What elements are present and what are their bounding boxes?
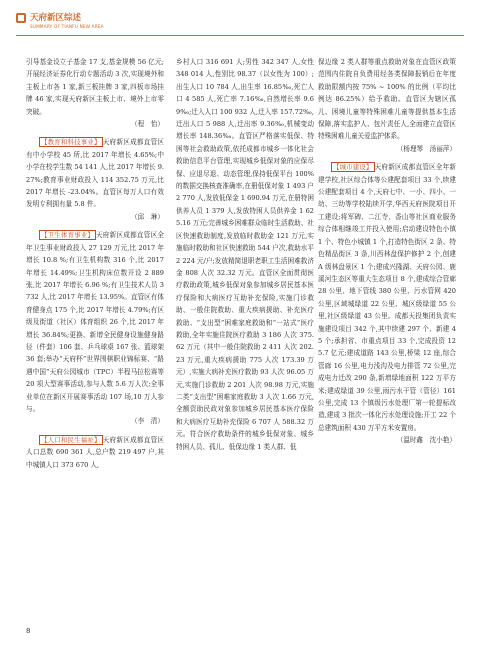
section-text-health: 天府新区成都直管区全年卫生事业财政投入 27 129 万元,比 2017 年增长 10.8 %;有卫生机构数 316 个,比 2017 年增长 14.49%;卫生机构床位数开设 2 889 张,比 2017 年增长 6.96 %;有卫生技术人员 3 732 人,比 2017 年增长 13.95%。直管区有体育健身点 175 个,比 2017 年增长 4.79%;有区级及街道（社区）体育组织 26 个,比 2017 年增长 36.84%;更换、新增全民健身设施健身路径（件套）106 套、乒乓球桌 167 张、篮球架 36 套;举办“天府杯”世界围棋职业锦标赛、“路遇中国”天府公园城市（TPC）半程马拉松赛等 20 项大型赛事活动,参与人数 5.6 万人次;全事业单位在新区开展赛事活动 107 场,10 万人参与。: [26, 231, 164, 413]
paragraph-fund: 引导基金设立子基金 17 支,基金规模 56 亿元;开展经济证券化行动专题活动 3 次,实现境外和主板上市各 1 家,新三板挂牌 3 家,四板市场挂牌 46 家,实现天府新区主板上市、境外上市零突破。: [26, 58, 164, 116]
paragraph-welfare-continued: 保边缘 2 类人群等重点救助对象在直管区政策范围内住院自负费用经各类保障报销后在年度救助限额内按 75% ~ 100% 的比例（平均比例达 86.25%）给予救助。直管区为辖区孤儿、困境儿童等特殊困难儿童等提供基本生活保障,落实监护人、包片责任人,全面建立直管区特殊困难儿童关爱监护体系。: [318, 58, 456, 141]
author-signature: （温时鑫 沈小艳）: [396, 436, 456, 445]
author-signature: （邱 琳）: [131, 212, 164, 221]
section-text-population: 天府新区成都直管区人口总数 690 361 人,总户数 219 497 户,其中城镇人口 373 670 人,: [26, 435, 164, 469]
author-signature: （杨理琴 汤丽萍）: [396, 144, 456, 153]
author-signature: （程 怡）: [131, 120, 164, 129]
section-tag-population: 【人口和民生福祉】: [41, 435, 101, 444]
section-urban-construction: [318, 161, 456, 434]
header-subtitle: SUMMARY OF TIANFU NEW AREA: [30, 24, 104, 29]
section-text-education: 天府新区成都直管区有中小学校 45 所,比 2017 年增长 4.65%;中小学在校学生数 54 141 人,比 2017 年增长 9.27%;教育事业财政投入 114 352.75 万元,比 2017 年增长 -23.04%。直管区每万人口有效发明专利拥有量 5.8 件。: [26, 138, 164, 209]
section-text-urban: 天府新区成都直管区全年新建学校,社区综合体等公建配套项目 33 个,续建公建配套项目 4 个,天府七中、一小、四小、一幼、三幼等学校陆续开学,华西天府医院项目开工建设;将军碑、二江寺、香山等社区商业服务综合体相继竣工并投入使用;启动建设特色小镇 1 个、特色小城镇 1 个,打造特色街区 2 条、特色精品街区 3 条,川西林盘保护修护 2 个,创建 A 级林盘景区 1 个;建成兴隆湖、天府公园、鹿溪河生态区等重大生态项目 8 个,建成综合管廊 28 公里、地下管线 380 公里、污水管网 420 公里,区域城绿道 22 公里、城区级绿道 55 公里,社区级绿道 43 公里。成都天投集团负责实施建设项目 342 个,其中续建 297 个、新建 45 个;承担省、市重点项目 33 个,完成投资 125.7 亿元;建成道路 143 公里,桥梁 12 座,综合管廊 16 公里,电力浅沟及电力排管 72 公里,完成电力迁改 290 条,新增绿地面积 122 万平方米;建成绿道 39 公里,雨污水干管（管径）161 公里,完成 13 个镇级污水处理厂第一轮提标改造,建成 3 批次一体化污水处理设施;开工 22 个总建筑面积 430 万平方米安置房。: [318, 163, 456, 432]
author-signature: （李 清）: [131, 417, 164, 426]
section-tag-urban: 【城市建设】: [333, 163, 373, 172]
header-title: 天府新区综述: [30, 13, 82, 23]
column-right: [318, 56, 456, 626]
running-header: [16, 10, 464, 44]
section-health-sports: [26, 229, 164, 415]
page-number: 8: [26, 627, 31, 635]
column-left: [26, 56, 164, 626]
paragraph-population-continued: 乡村人口 316 691 人;男性 342 347 人,女性 348 014 人,性别比 98.37（以女性为 100）;出生人口 10 784 人,出生率 16.85‰,死亡人口 4 585 人,死亡率 7.16‰,自然增长率 9.69‰;迁入人口 100 932 人,迁入率 157.72‰,迁出人口 5 988 人,迁出率 9.36‰,机械变动增长率 148.36‰。直管区严格落实低保、特困等社会救助政策,依托成都市城乡一体化社会救助信息平台管理,实现城乡低保对象的应保尽保、应退尽退、动态管理,保持低保平台 100% 的数据交换核查准确率,在册低保对象 1 493 户 2 770 人,发放低保金 1 690.94 万元,在册特困供养人员 1 379 人,发放特困人员供养金 1 625.16 万元;完善城乡困难群众临时生活救助、社区快速救助制度,发放临时救助金 121 万元,实施临时救助和社区快速救助 544 户次,救助水平 2 224 元/户;发放精简退职老职工生活困难救济金 808 人次 32.32 万元。直管区全面贯彻医疗救助政策,城乡低保对象参加城乡居民基本医疗保险和大病医疗互助补充保险,实施门诊救助、一般住院救助、重大疾病援助、补充医疗救助、“支出型”困难家庭救助和“一站式”医疗救助,全年实施住院医疗救助 3 186 人次 375.62 万元（其中一般住院救助 2 411 人次 202.23 万元,重大疾病援助 775 人次 173.39 万元）,实施大病补充医疗救助 93 人次 96.05 万元,实施门诊救助 2 201 人次 98.98 万元,实施二类“支出型”困难家庭救助 3 人次 1.66 万元,全额资助民政对象参加城乡居民基本医疗保险和大病医疗互助补充保险 6 707 人 588.32 万元。符合医疗救助条件的城乡低保对象、城乡特困人员、孤儿、低保边缘 1 类人群、低: [176, 58, 314, 451]
column-middle: [176, 56, 314, 626]
section-logo-icon: [16, 13, 26, 23]
header-rule: [16, 35, 464, 36]
section-population: [26, 434, 164, 471]
section-education: [26, 136, 164, 210]
section-tag-health: 【卫生体育事业】: [41, 231, 94, 240]
section-tag-education: 【教育和科技事业】: [41, 138, 101, 147]
